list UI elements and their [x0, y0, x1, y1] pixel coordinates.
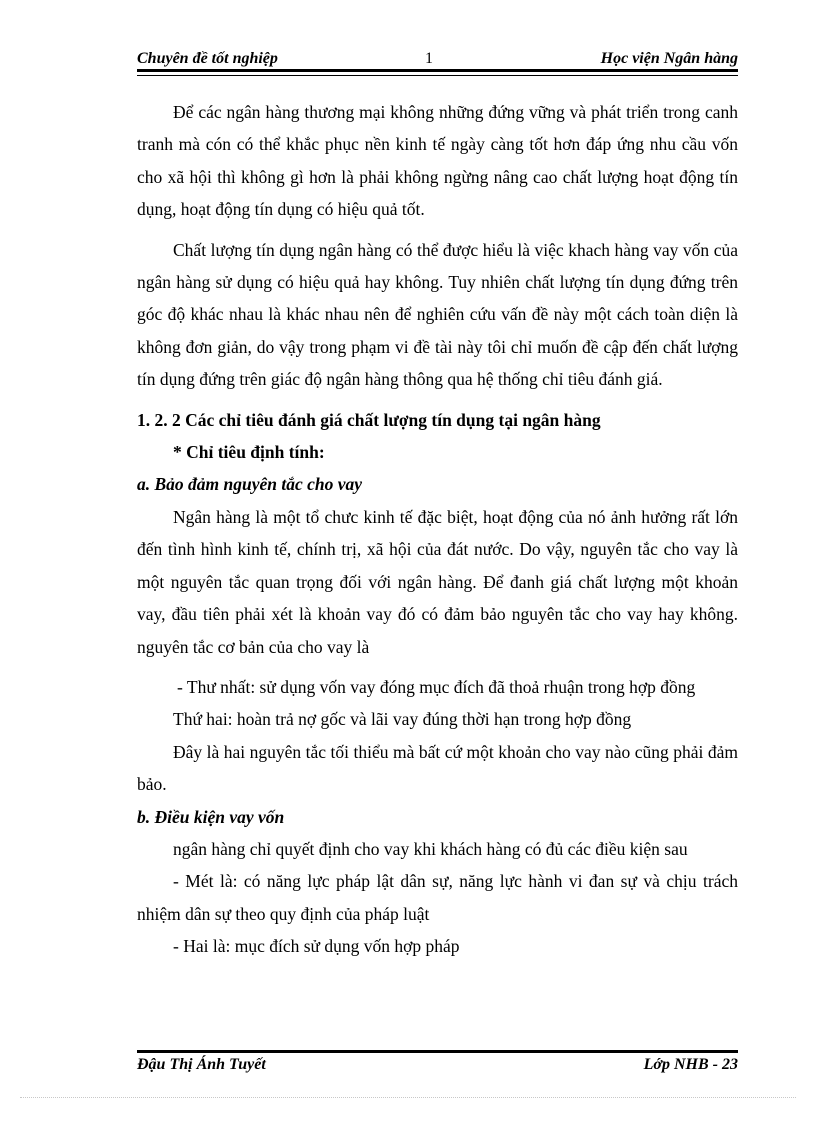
- subheading-b: b. Điều kiện vay vốn: [137, 806, 285, 827]
- section-heading-1-2-2: 1. 2. 2 Các chỉ tiêu đánh giá chất lượng tín dụng tại ngân hàng: [137, 409, 601, 430]
- paragraph-loan-conditions: ngân hàng chỉ quyết định cho vay khi khách hàng có đủ các điều kiện sau: [173, 838, 688, 859]
- header-rule-thick: [137, 69, 738, 72]
- footer-rule: [137, 1050, 738, 1053]
- footer-class: Lớp NHB - 23: [643, 1056, 738, 1073]
- header-document-type: Chuyên đề tốt nghiệp: [137, 50, 278, 67]
- page-footer: [137, 1050, 738, 1080]
- paragraph-second-principle: Thứ hai: hoàn trả nợ gốc và lãi vay đúng thời hạn trong hợp đồng: [173, 709, 632, 730]
- header-page-number: 1: [425, 50, 433, 67]
- page-header: [137, 46, 738, 72]
- page-break-line: [20, 1097, 796, 1098]
- paragraph-lending-principles: Ngân hàng là một tổ chưc kinh tế đặc biệt, hoạt động của nó ảnh hưởng rất lớn đến tình hình kinh tế, chính trị, xã hội của đát nước. Do vậy, nguyên tắc cho vay là một nguyên tắc quan trọng đối với ngân hàng. Để đanh giá chất lượng một khoản vay, đầu tiên phải xét là khoản vay đó có đảm bảo nguyên tắc cho vay hay không. nguyên tắc cơ bản của cho vay là: [137, 506, 738, 657]
- paragraph-minimum-principles: Đây là hai nguyên tắc tối thiểu mà bất cứ một khoản cho vay nào cũng phải đảm bảo.: [137, 741, 738, 795]
- paragraph-condition-two: - Hai là: mục đích sử dụng vốn hợp pháp: [173, 936, 460, 957]
- subheading-qualitative: * Chỉ tiêu định tính:: [173, 442, 325, 463]
- header-institution: Học viện Ngân hàng: [600, 50, 738, 67]
- header-rule-thin: [137, 75, 738, 76]
- paragraph-credit-quality: Chất lượng tín dụng ngân hàng có thể được hiểu là việc khach hàng vay vốn của ngân hàng sử dụng có hiệu quả hay không. Tuy nhiên chất lượng tín dụng đứng trên góc độ khác nhau là khác nhau nên để nghiên cứu vấn đề này một cách toàn diện là không đơn giản, do vậy trong phạm vi đề tài này tôi chỉ muốn đề cập đến chất lượng tín dụng đứng trên giác độ ngân hàng thông qua hệ thống chỉ tiêu đánh giá.: [137, 239, 738, 390]
- paragraph-condition-one: - Mét là: có năng lực pháp lật dân sự, năng lực hành vi đan sự và chịu trách nhiệm dân sự theo quy định của pháp luật: [137, 871, 738, 924]
- paragraph-first-principle: - Thư nhất: sử dụng vốn vay đóng mục đích đã thoả rhuận trong hợp đồng: [177, 676, 696, 697]
- page-body: [137, 96, 738, 963]
- footer-author: Đậu Thị Ánh Tuyết: [137, 1056, 266, 1073]
- subheading-a: a. Bảo đảm nguyên tắc cho vay: [137, 474, 363, 495]
- paragraph-intro: Để các ngân hàng thương mại không những đứng vững và phát triển trong canh tranh mà cón có thể khắc phục nền kinh tế ngày càng tốt hơn đáp ứng nhu cầu vốn cho xã hội thì không gì hơn là phải không ngừng nâng cao chất lượng hoạt động tín dụng, hoạt động tín dụng có hiệu quả tốt.: [137, 102, 738, 220]
